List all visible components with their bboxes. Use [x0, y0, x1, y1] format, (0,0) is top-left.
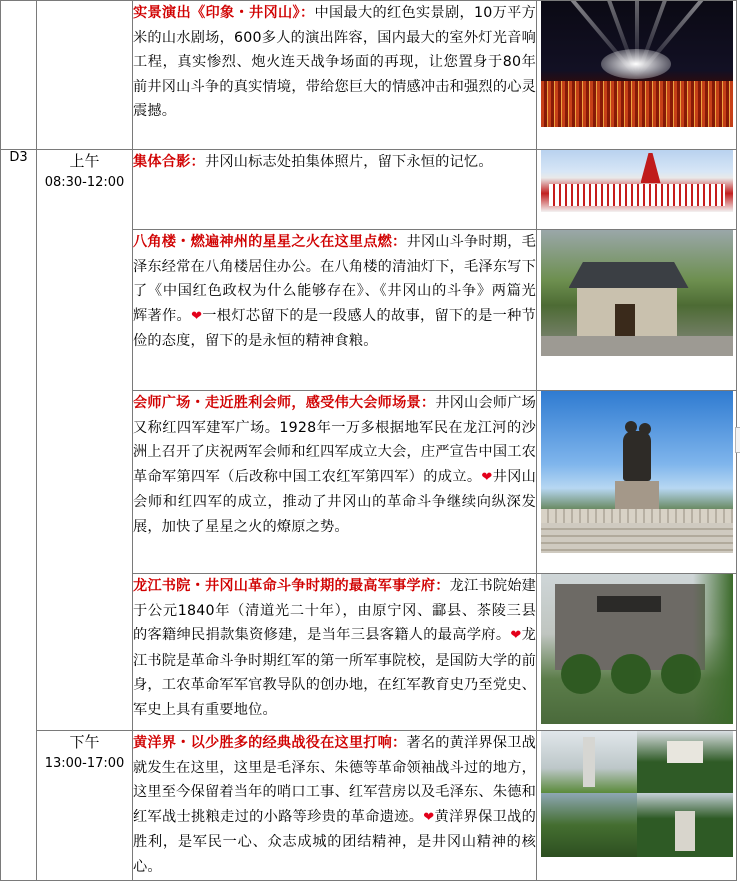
item-text-extra: 井冈山会师和红四军的成立，推动了井冈山的革命斗争继续向纵深发展，加快了星星之火的燎原之势。 [133, 468, 536, 535]
day-cell: D3 [1, 150, 37, 881]
table-row [1, 731, 737, 881]
table-row [1, 150, 737, 230]
session-time: 08:30-12:00 [44, 175, 125, 190]
time-cell-morning [37, 150, 133, 731]
octagon-building-photo [541, 230, 733, 356]
item-text: 中国最大的红色实景剧，10万平方米的山水剧场，600多人的演出阵容，国内最大的室外灯光音响工程，真实惨烈、炮火连天战争场面的再现，让您置身于80年前井冈山斗争的真实情境，带给您巨大的情感冲击和强烈的心灵震撼。 [133, 5, 536, 119]
academy-photo [541, 574, 733, 724]
heart-icon: ❤ [481, 469, 493, 485]
session-label: 上午 [69, 152, 100, 170]
time-cell-empty [37, 1, 133, 150]
image-cell [537, 731, 737, 881]
heart-icon: ❤ [423, 809, 435, 825]
heart-icon: ❤ [191, 308, 203, 324]
item-description [133, 574, 537, 731]
image-cell [537, 1, 737, 150]
item-text-extra: 一根灯芯留下的是一段感人的故事，留下的是一种节俭的态度，留下的是永恒的精神食粮。 [133, 307, 536, 349]
item-title: 黄洋界・以少胜多的经典战役在这里打响： [133, 735, 407, 751]
image-cell [537, 391, 737, 574]
item-text: 龙江书院始建于公元1840年（清道光二十年），由原宁冈、酃县、茶陵三县的客籍绅民捐款集资修建，是当年三县客籍人的最高学府。 [133, 578, 537, 643]
session-label: 下午 [69, 733, 100, 751]
item-description [133, 150, 537, 230]
item-title: 集体合影： [133, 154, 205, 170]
table-row [1, 1, 737, 150]
item-text: 著名的黄洋界保卫战就发生在这里，这里是毛泽东、朱德等革命领袖战斗过的地方，这里至今保留着当年的哨口工事、红军营房以及毛泽东、朱德和红军战士挑粮走过的小路等珍贵的革命遗迹。 [133, 735, 536, 825]
memorial-collage-photo [541, 731, 733, 857]
item-text: 井冈山斗争时期，毛泽东经常在八角楼居住办公。在八角楼的清油灯下，毛泽东写下了《中国红色政权为什么能够存在》、《井冈山的斗争》两篇光辉著作。 [133, 234, 536, 324]
side-scroll-tab[interactable] [735, 427, 740, 453]
show-photo [541, 1, 733, 127]
group-photo [541, 150, 733, 212]
item-title: 实景演出《印象・井冈山》： [133, 5, 315, 21]
item-title: 八角楼・燃遍神州的星星之火在这里点燃： [133, 234, 407, 250]
image-cell [537, 150, 737, 230]
statue-photo [541, 391, 733, 553]
day-cell-empty [1, 1, 37, 150]
image-cell [537, 574, 737, 731]
item-description [133, 731, 537, 881]
item-text-extra: 黄洋界保卫战的胜利，是军民一心、众志成城的团结精神，是井冈山精神的核心。 [133, 808, 537, 875]
item-description [133, 1, 537, 150]
item-description [133, 230, 537, 391]
heart-icon: ❤ [510, 628, 522, 643]
time-cell-afternoon [37, 731, 133, 881]
item-text-extra: 龙江书院是革命斗争时期红军的第一所军事院校，是国防大学的前身，工农革命军军官教导队的创办地，在红军教育史乃至党史、军史上具有重要地位。 [133, 627, 537, 718]
session-time: 13:00-17:00 [44, 756, 125, 771]
item-text: 井冈山标志处拍集体照片，留下永恒的记忆。 [204, 154, 493, 170]
item-title: 龙江书院・井冈山革命斗争时期的最高军事学府： [133, 578, 450, 594]
item-title: 会师广场・走近胜利会师，感受伟大会师场景： [133, 395, 436, 411]
item-text: 井冈山会师广场又称红四军建军广场。1928年一万多根据地军民在龙江河的沙洲上召开了庆祝两军会师和红四军成立大会，庄严宣告中国工农革命军第四军（后改称中国工农红军第四军）的成立。 [133, 395, 536, 485]
item-description [133, 391, 537, 574]
image-cell [537, 230, 737, 391]
